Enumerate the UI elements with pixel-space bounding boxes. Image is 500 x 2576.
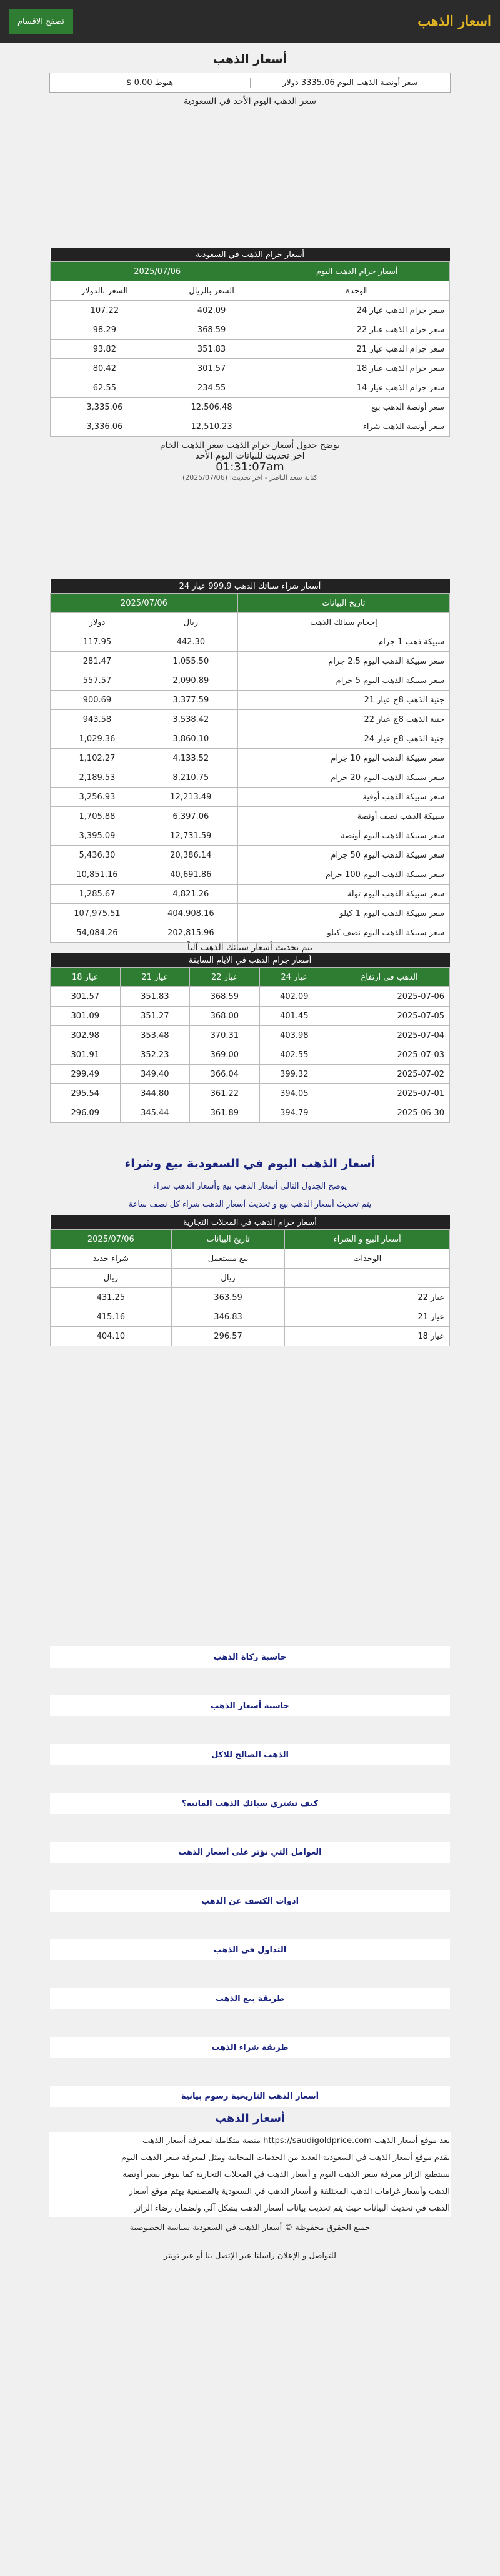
table-row bbox=[51, 729, 450, 749]
table-cell: 2025-07-05 bbox=[329, 1007, 450, 1026]
header-cell: الوحدة bbox=[264, 281, 450, 301]
history-price-table bbox=[50, 953, 450, 1123]
table-cell: 3,256.93 bbox=[51, 788, 144, 807]
table-cell: 98.29 bbox=[51, 320, 159, 340]
table-row bbox=[51, 904, 450, 923]
table-cell: سعر سبيكة الذهب اليوم 10 جرام bbox=[238, 749, 449, 768]
buy-sell-title: أسعار الذهب اليوم في السعودية بيع وشراء bbox=[124, 1157, 376, 1170]
table-cell: 361.22 bbox=[190, 1084, 260, 1103]
browse-sections-button[interactable]: تصفح الاقسام bbox=[9, 9, 73, 34]
table-cell: 401.45 bbox=[259, 1007, 329, 1026]
table-cell: 351.83 bbox=[120, 987, 190, 1007]
article-link[interactable]: التداول في الذهب bbox=[50, 1939, 450, 1960]
header-cell: الوحدات bbox=[285, 1249, 450, 1269]
table-cell: 12,506.48 bbox=[159, 398, 264, 417]
bullion-price-table bbox=[50, 579, 450, 943]
footer-contact[interactable]: للتواصل و الإعلان راسلنا عبر الإتصل بنا أو عبر تويتر bbox=[164, 2251, 336, 2261]
update-note: اخر تحديث للبيانات اليوم الأحد bbox=[195, 451, 305, 461]
table-cell: 431.25 bbox=[51, 1288, 172, 1307]
table-cell: جنية الذهب 8ج عيار 22 bbox=[238, 710, 449, 729]
table-row bbox=[51, 987, 450, 1007]
table-row bbox=[51, 320, 450, 340]
article-link[interactable]: طريقة شراء الذهب bbox=[50, 2037, 450, 2058]
table-cell: 368.59 bbox=[190, 987, 260, 1007]
table-cell: 2025-07-06 bbox=[329, 987, 450, 1007]
table-row bbox=[51, 826, 450, 846]
table-row bbox=[51, 788, 450, 807]
table-row bbox=[51, 1327, 450, 1346]
table-cell: 296.09 bbox=[51, 1103, 121, 1123]
table-row bbox=[51, 768, 450, 788]
table-row bbox=[51, 1045, 450, 1065]
table-cell: 370.31 bbox=[190, 1026, 260, 1045]
table-row bbox=[51, 1026, 450, 1045]
header-cell: ريال bbox=[51, 1269, 172, 1288]
table-row bbox=[51, 652, 450, 671]
sub-title: سعر الذهب اليوم الأحد في السعودية bbox=[184, 96, 316, 106]
ounce-price-bar bbox=[49, 73, 451, 93]
table-cell: 3,860.10 bbox=[144, 729, 238, 749]
shop-price-table bbox=[50, 1215, 450, 1346]
table-cell: 302.98 bbox=[51, 1026, 121, 1045]
table-cell: 399.32 bbox=[259, 1065, 329, 1084]
table-row bbox=[51, 807, 450, 826]
table-row bbox=[51, 691, 450, 710]
table-cell: 4,821.26 bbox=[144, 885, 238, 904]
table-cell: عيار 21 bbox=[285, 1307, 450, 1327]
table-cell: 351.83 bbox=[159, 340, 264, 359]
header-cell: السعر بالدولار bbox=[51, 281, 159, 301]
table-cell: 3,335.06 bbox=[51, 398, 159, 417]
table-cell: 12,731.59 bbox=[144, 826, 238, 846]
header-cell: 2025/07/06 bbox=[51, 594, 238, 613]
table-cell: 12,510.23 bbox=[159, 417, 264, 437]
table-cell: سعر سبيكة الذهب اليوم 2.5 جرام bbox=[238, 652, 449, 671]
table-cell: 299.49 bbox=[51, 1065, 121, 1084]
update-time: 01:31:07am bbox=[216, 460, 284, 474]
table-row bbox=[51, 1065, 450, 1084]
article-link[interactable]: حاسبة أسعار الذهب bbox=[50, 1695, 450, 1716]
table-cell: سعر سبيكة الذهب اليوم 5 جرام bbox=[238, 671, 449, 691]
footer-rights[interactable]: جميع الحقوق محفوظة © أسعار الذهب في السعودية سياسة الخصوصية bbox=[129, 2223, 371, 2233]
table-cell: 12,213.49 bbox=[144, 788, 238, 807]
table-row bbox=[51, 378, 450, 398]
about-line: يعد موقع أسعار الذهب https://saudigoldprice.com منصة متكاملة لمعرفة أسعار الذهب bbox=[142, 2136, 450, 2146]
table-row bbox=[51, 632, 450, 652]
table-cell: 1,285.67 bbox=[51, 885, 144, 904]
table-cell: 366.04 bbox=[190, 1065, 260, 1084]
table-cell: 296.57 bbox=[171, 1327, 285, 1346]
page-title: أسعار الذهب bbox=[212, 53, 288, 66]
table-cell: 2025-06-30 bbox=[329, 1103, 450, 1123]
table-cell: سعر سبيكة الذهب اليوم 100 جرام bbox=[238, 865, 449, 885]
table-cell: 1,705.88 bbox=[51, 807, 144, 826]
table-cell: 2,189.53 bbox=[51, 768, 144, 788]
table-cell: 5,436.30 bbox=[51, 846, 144, 865]
table-cell: سعر سبيكة الذهب اليوم 1 كيلو bbox=[238, 904, 449, 923]
table-cell: 301.57 bbox=[51, 987, 121, 1007]
table-cell: سعر جرام الذهب عيار 24 bbox=[264, 301, 450, 320]
table-cell: 2025-07-01 bbox=[329, 1084, 450, 1103]
buy-sell-note-2: يتم تحديث أسعار الذهب بيع و تحديث أسعار الذهب شراء كل نصف ساعة bbox=[128, 1200, 372, 1209]
table-cell: 943.58 bbox=[51, 710, 144, 729]
table-cell: 117.95 bbox=[51, 632, 144, 652]
table-row bbox=[51, 710, 450, 729]
table-cell: سعر جرام الذهب عيار 14 bbox=[264, 378, 450, 398]
header-cell: السعر بالريال bbox=[159, 281, 264, 301]
price-change-text: هبوط 0.00 $ bbox=[50, 78, 251, 88]
header-cell: أسعار البيع و الشراء bbox=[285, 1230, 450, 1249]
table-cell: 394.79 bbox=[259, 1103, 329, 1123]
table-cell: 80.42 bbox=[51, 359, 159, 378]
table-caption: أسعار جرام الذهب في الايام السابقة bbox=[51, 953, 450, 968]
table-cell: 403.98 bbox=[259, 1026, 329, 1045]
table-row bbox=[51, 417, 450, 437]
table-cell: 404.10 bbox=[51, 1327, 172, 1346]
article-link[interactable]: العوامل التي تؤثر على أسعار الذهب bbox=[50, 1842, 450, 1863]
table-cell: 2025-07-02 bbox=[329, 1065, 450, 1084]
table-cell: 352.23 bbox=[120, 1045, 190, 1065]
table-cell: 3,395.09 bbox=[51, 826, 144, 846]
header-cell: إحجام سبائك الذهب bbox=[238, 613, 449, 632]
table-cell: جنية الذهب 8ج عيار 21 bbox=[238, 691, 449, 710]
table-row bbox=[51, 398, 450, 417]
about-title: أسعار الذهب bbox=[214, 2112, 286, 2125]
table-cell: 301.09 bbox=[51, 1007, 121, 1026]
table-cell: 202,815.96 bbox=[144, 923, 238, 943]
table-cell: 295.54 bbox=[51, 1084, 121, 1103]
table-cell: عيار 18 bbox=[285, 1327, 450, 1346]
article-link[interactable]: حاسبة زكاة الذهب bbox=[50, 1646, 450, 1668]
table-row bbox=[51, 671, 450, 691]
table-cell: 3,538.42 bbox=[144, 710, 238, 729]
article-link[interactable]: كيف تشتري سبائك الذهب المانيه؟ bbox=[50, 1793, 450, 1814]
table-cell: 368.00 bbox=[190, 1007, 260, 1026]
about-line: يقدم موقع أسعار الذهب في السعودية العديد من الخدمات المجانية ومثل لمعرفة سعر الذهب اليوم bbox=[121, 2153, 450, 2163]
header-cell: أسعار جرام الذهب اليوم bbox=[264, 262, 450, 281]
table-row bbox=[51, 749, 450, 768]
table-cell: 368.59 bbox=[159, 320, 264, 340]
table-cell: جنية الذهب 8ج عيار 24 bbox=[238, 729, 449, 749]
table-cell: 6,397.06 bbox=[144, 807, 238, 826]
header-cell: ريال bbox=[171, 1269, 285, 1288]
header-cell: عيار 21 bbox=[120, 968, 190, 987]
table-cell: 442.30 bbox=[144, 632, 238, 652]
header-cell: تاريخ البيانات bbox=[238, 594, 449, 613]
table-cell: سعر أونصة الذهب بيع bbox=[264, 398, 450, 417]
article-link[interactable]: ادوات الكشف عن الذهب bbox=[50, 1890, 450, 1912]
table-cell: سعر سبيكة الذهب اليوم نصف كيلو bbox=[238, 923, 449, 943]
table-cell: سعر سبيكة الذهب اليوم 50 جرام bbox=[238, 846, 449, 865]
header-cell: 2025/07/06 bbox=[51, 1230, 172, 1249]
table-cell: 301.91 bbox=[51, 1045, 121, 1065]
header-cell: الذهب في ارتفاع bbox=[329, 968, 450, 987]
table-cell: 281.47 bbox=[51, 652, 144, 671]
table-row bbox=[51, 340, 450, 359]
table-row bbox=[51, 1307, 450, 1327]
author-note: كتابة سعد الناصر - آخر تحديث: (2025/07/06) bbox=[182, 474, 318, 482]
header-cell bbox=[285, 1269, 450, 1288]
table-row bbox=[51, 885, 450, 904]
table-cell: 3,336.06 bbox=[51, 417, 159, 437]
table-row bbox=[51, 865, 450, 885]
table-cell: سعر جرام الذهب عيار 18 bbox=[264, 359, 450, 378]
table-cell: 62.55 bbox=[51, 378, 159, 398]
table-cell: 900.69 bbox=[51, 691, 144, 710]
table-cell: عيار 22 bbox=[285, 1288, 450, 1307]
table-cell: سعر سبيكة الذهب اليوم تولة bbox=[238, 885, 449, 904]
table-caption: أسعار شراء سبائك الذهب 999.9 عيار 24 bbox=[51, 579, 450, 594]
header-cell: بيع مستعمل bbox=[171, 1249, 285, 1269]
table-row bbox=[51, 1007, 450, 1026]
header-cell: ريال bbox=[144, 613, 238, 632]
ounce-price-text: سعر أونصة الذهب اليوم 3335.06 دولار bbox=[282, 78, 418, 88]
table-cell: 349.40 bbox=[120, 1065, 190, 1084]
article-link[interactable]: طريقة بيع الذهب bbox=[50, 1988, 450, 2009]
site-logo[interactable]: اسعار الذهب bbox=[418, 13, 491, 29]
table-cell: 54,084.26 bbox=[51, 923, 144, 943]
table-row bbox=[51, 1288, 450, 1307]
article-link[interactable]: الذهب الصالح للاكل bbox=[50, 1744, 450, 1765]
table-cell: 402.09 bbox=[159, 301, 264, 320]
header bbox=[0, 0, 500, 43]
table-cell: سبيكة ذهب 1 جرام bbox=[238, 632, 449, 652]
table-cell: 10,851.16 bbox=[51, 865, 144, 885]
table-row bbox=[51, 846, 450, 865]
table-cell: 1,029.36 bbox=[51, 729, 144, 749]
bullion-note: يتم تحديث أسعار سبائك الذهب آلياً bbox=[187, 943, 313, 953]
table-cell: 20,386.14 bbox=[144, 846, 238, 865]
table-cell: 344.80 bbox=[120, 1084, 190, 1103]
table-row bbox=[51, 923, 450, 943]
table-row bbox=[51, 1103, 450, 1123]
gram-price-table bbox=[50, 248, 450, 437]
table-cell: 346.83 bbox=[171, 1307, 285, 1327]
header-cell: عيار 24 bbox=[259, 968, 329, 987]
table-row bbox=[51, 359, 450, 378]
table-row bbox=[51, 301, 450, 320]
table-cell: 3,377.59 bbox=[144, 691, 238, 710]
table-cell: 2025-07-03 bbox=[329, 1045, 450, 1065]
table-cell: 4,133.52 bbox=[144, 749, 238, 768]
table-cell: 415.16 bbox=[51, 1307, 172, 1327]
table-cell: 93.82 bbox=[51, 340, 159, 359]
table-row bbox=[51, 1084, 450, 1103]
table-cell: 557.57 bbox=[51, 671, 144, 691]
table-caption: أسعار جرام الذهب في السعودية bbox=[51, 248, 450, 262]
table-cell: سبيكة الذهب نصف أونصة bbox=[238, 807, 449, 826]
table-cell: 2025-07-04 bbox=[329, 1026, 450, 1045]
table-cell: 40,691.86 bbox=[144, 865, 238, 885]
article-link[interactable]: أسعار الذهب التاريخية رسوم بيانية bbox=[50, 2086, 450, 2107]
table-cell: 404,908.16 bbox=[144, 904, 238, 923]
table-caption: أسعار جرام الذهب في المحلات التجارية bbox=[51, 1215, 450, 1230]
table-cell: 402.09 bbox=[259, 987, 329, 1007]
about-line: الذهب وأسعار غرامات الذهب المختلفة و أسعار الذهب في السعودية بالمصنعية يهتم موقع أسعار bbox=[129, 2187, 450, 2196]
header-cell: دولار bbox=[51, 613, 144, 632]
table-cell: 363.59 bbox=[171, 1288, 285, 1307]
table-cell: 234.55 bbox=[159, 378, 264, 398]
table-cell: 361.89 bbox=[190, 1103, 260, 1123]
table-cell: 107,975.51 bbox=[51, 904, 144, 923]
about-line: بستطيع الزائر معرفة سعر الذهب اليوم و أسعار الذهب في المحلات التجارية كما يتوفر سعر أونصة bbox=[122, 2170, 450, 2179]
table-cell: 8,210.75 bbox=[144, 768, 238, 788]
table-cell: سعر أونصة الذهب شراء bbox=[264, 417, 450, 437]
about-line: الذهب في تحديث البيانات حيث يتم تحديث بيانات أسعار الذهب بشكل آلي ولضمان رضاء الزائر bbox=[134, 2204, 450, 2213]
table-cell: سعر جرام الذهب عيار 21 bbox=[264, 340, 450, 359]
table-cell: 351.27 bbox=[120, 1007, 190, 1026]
header-cell: 2025/07/06 bbox=[51, 262, 264, 281]
table-cell: 1,055.50 bbox=[144, 652, 238, 671]
table-cell: سعر جرام الذهب عيار 22 bbox=[264, 320, 450, 340]
table-cell: سعر سبيكة الذهب اليوم 20 جرام bbox=[238, 768, 449, 788]
header-cell: عيار 18 bbox=[51, 968, 121, 987]
table-cell: 2,090.89 bbox=[144, 671, 238, 691]
table-cell: 369.00 bbox=[190, 1045, 260, 1065]
table-cell: 353.48 bbox=[120, 1026, 190, 1045]
table-cell: 402.55 bbox=[259, 1045, 329, 1065]
buy-sell-note-1: يوضح الجدول التالي أسعار الذهب بيع وأسعار الذهب شراء bbox=[152, 1182, 348, 1191]
table-cell: 107.22 bbox=[51, 301, 159, 320]
table-cell: 301.57 bbox=[159, 359, 264, 378]
header-cell: تاريخ البيانات bbox=[171, 1230, 285, 1249]
header-cell: عيار 22 bbox=[190, 968, 260, 987]
table-cell: 394.05 bbox=[259, 1084, 329, 1103]
table-cell: سعر سبيكة الذهب اليوم أونصة bbox=[238, 826, 449, 846]
table-cell: 345.44 bbox=[120, 1103, 190, 1123]
table-cell: 1,102.27 bbox=[51, 749, 144, 768]
about-paragraph bbox=[49, 2132, 451, 2217]
gram-note: يوضح جدول أسعار جرام الذهب سعر الذهب الخام bbox=[159, 440, 341, 450]
table-cell: سعر سبيكة الذهب أوقية bbox=[238, 788, 449, 807]
header-cell: شراء جديد bbox=[51, 1249, 172, 1269]
links-list bbox=[0, 1646, 500, 2107]
